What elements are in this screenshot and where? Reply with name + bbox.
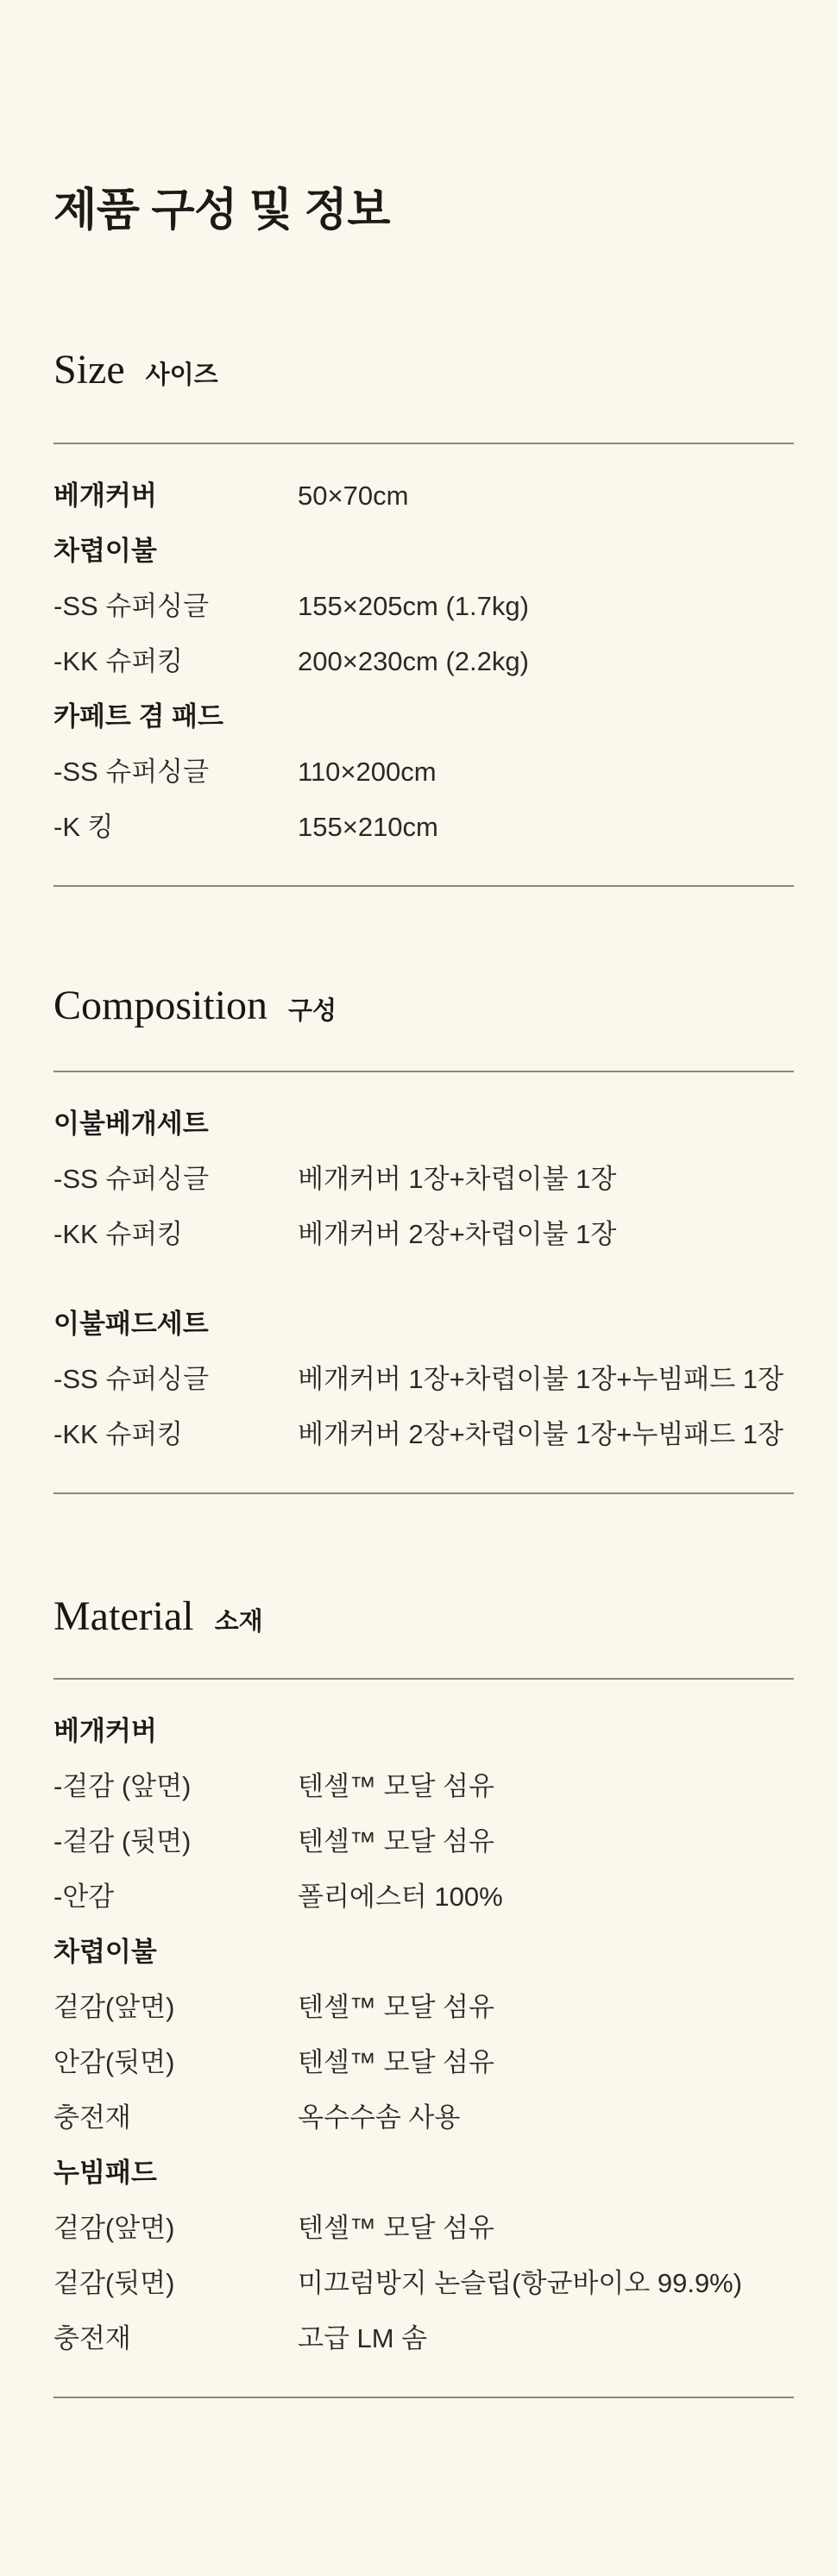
spec-label: -KK 슈퍼킹	[53, 1219, 184, 1249]
table-row	[53, 1980, 794, 2035]
spec-label: -겉감 (뒷면)	[53, 1826, 192, 1857]
spec-label: 베개커버	[53, 481, 157, 511]
spec-value: 베개커버 1장+차렵이불 1장+누빔패드 1장	[298, 1364, 784, 1394]
table-row	[53, 2256, 794, 2311]
spec-label: 누빔패드	[53, 2158, 157, 2188]
spec-label: 충전재	[53, 2102, 131, 2133]
spec-label: 카페트 겸 패드	[53, 701, 223, 732]
spec-value: 110×200cm	[298, 757, 437, 787]
table-row	[53, 1352, 794, 1407]
spec-value: 텐셀™ 모달 섬유	[298, 1992, 494, 2022]
table-row	[53, 800, 794, 855]
spec-label: 겉감(앞면)	[53, 2213, 175, 2243]
size-table	[53, 468, 794, 855]
composition-heading	[53, 978, 794, 1034]
spec-label: 차렵이불	[53, 536, 157, 566]
spec-label: -SS 슈퍼싱글	[53, 1164, 210, 1194]
spec-label: -K 킹	[53, 812, 114, 842]
spec-label: 충전재	[53, 2323, 131, 2353]
table-row	[53, 2146, 794, 2201]
material-heading	[53, 1589, 794, 1644]
composition-heading-en: Composition	[53, 983, 268, 1028]
divider	[53, 443, 794, 444]
table-row	[53, 1152, 794, 1207]
table-row	[53, 524, 794, 579]
spec-label: -SS 슈퍼싱글	[53, 591, 210, 621]
spec-label: -SS 슈퍼싱글	[53, 757, 210, 787]
spec-label: 베개커버	[53, 1716, 157, 1746]
table-row	[53, 2035, 794, 2090]
table-row	[53, 689, 794, 745]
material-table	[53, 1704, 794, 2366]
spec-value: 155×205cm (1.7kg)	[298, 591, 529, 621]
spec-value: 50×70cm	[298, 481, 409, 511]
divider	[53, 885, 794, 887]
size-heading-en: Size	[53, 347, 125, 393]
spec-value: 옥수수솜 사용	[298, 2102, 461, 2133]
table-row	[53, 1096, 794, 1152]
page-title: 제품 구성 및 정보	[53, 185, 390, 236]
spec-value: 폴리에스터 100%	[298, 1882, 503, 1912]
table-row	[53, 468, 794, 524]
divider	[53, 1071, 794, 1072]
spec-label: 이불패드세트	[53, 1309, 209, 1339]
section-material	[53, 1589, 794, 2398]
spec-label: -안감	[53, 1882, 115, 1912]
composition-heading-ko: 구성	[288, 997, 337, 1025]
spec-label: 차렵이불	[53, 1937, 157, 1967]
size-heading-ko: 사이즈	[145, 361, 218, 389]
table-row	[53, 1207, 794, 1262]
size-heading	[53, 342, 794, 398]
material-heading-en: Material	[53, 1593, 194, 1639]
spec-label: 겉감(앞면)	[53, 1992, 175, 2022]
spec-value: 베개커버 1장+차렵이불 1장	[298, 1164, 617, 1194]
spec-label: 안감(뒷면)	[53, 2047, 175, 2077]
table-row	[53, 745, 794, 800]
spec-value: 베개커버 2장+차렵이불 1장+누빔패드 1장	[298, 1419, 784, 1449]
spec-value: 베개커버 2장+차렵이불 1장	[298, 1219, 617, 1249]
table-row	[53, 1814, 794, 1869]
spec-value: 200×230cm (2.2kg)	[298, 646, 529, 676]
spec-label: 겉감(뒷면)	[53, 2268, 175, 2298]
spec-value: 155×210cm	[298, 812, 438, 842]
spec-value: 텐셀™ 모달 섬유	[298, 1771, 494, 1801]
table-row	[53, 1869, 794, 1925]
table-row	[53, 2090, 794, 2146]
table-row	[53, 1297, 794, 1352]
table-row	[53, 1704, 794, 1759]
divider	[53, 1492, 794, 1494]
spec-value: 고급 LM 솜	[298, 2323, 428, 2353]
section-size	[53, 342, 794, 887]
spec-label: -KK 슈퍼킹	[53, 1419, 184, 1449]
divider	[53, 1678, 794, 1680]
spec-value: 텐셀™ 모달 섬유	[298, 2047, 494, 2077]
section-composition	[53, 978, 794, 1494]
table-row	[53, 2311, 794, 2366]
spec-label: -KK 슈퍼킹	[53, 646, 184, 676]
spec-label: -SS 슈퍼싱글	[53, 1364, 210, 1394]
table-row	[53, 2201, 794, 2256]
spec-label: 이불베개세트	[53, 1109, 209, 1139]
spec-value: 미끄럼방지 논슬립(항균바이오 99.9%)	[298, 2268, 743, 2298]
spec-label: -겉감 (앞면)	[53, 1771, 192, 1801]
material-heading-ko: 소재	[214, 1608, 263, 1636]
composition-table	[53, 1096, 794, 1462]
spec-value: 텐셀™ 모달 섬유	[298, 1826, 494, 1857]
table-row	[53, 1925, 794, 1980]
divider	[53, 2397, 794, 2398]
spec-value: 텐셀™ 모달 섬유	[298, 2213, 494, 2243]
table-row	[53, 579, 794, 634]
table-row	[53, 1759, 794, 1814]
table-row	[53, 1407, 794, 1462]
table-row	[53, 634, 794, 689]
